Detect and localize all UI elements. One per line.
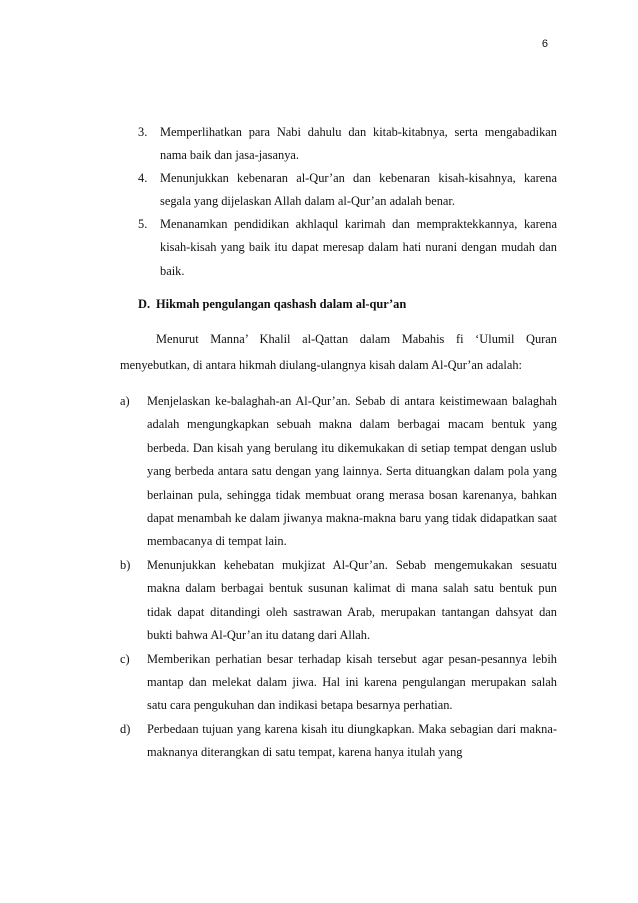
list-marker: d) [120,721,131,736]
numbered-list [120,121,557,283]
section-marker: D. [138,296,151,311]
list-item [120,167,557,213]
list-item [120,554,557,648]
list-marker: 4. [138,171,148,186]
section-title: Hikmah pengulangan qashash dalam al-qur’an [156,296,407,311]
list-marker: 5. [138,217,148,232]
list-marker: a) [120,394,130,409]
list-item [120,648,557,718]
list-item-text: Menunjukkan kebenaran al-Qur’an dan kebenaran kisah-kisahnya, karena segala yang dijelaskan Allah dalam al-Qur’an adalah benar. [160,171,557,209]
list-marker: 3. [138,125,148,139]
list-item [120,718,557,765]
section-heading [120,293,557,316]
list-item [120,121,557,167]
page-number: 6 [541,38,548,50]
list-item [120,390,557,554]
list-marker: b) [120,557,131,572]
list-item-text: Menjelaskan ke-balaghah-an Al-Qur’an. Sebab di antara keistimewaan balaghah adalah mengungkapkan sebuah makna dalam berbagai macam bentuk yang berbeda. Dan kisah yang berulang itu dikemukakan di setiap tempat dengan uslub yang berbeda antara satu dengan yang lainnya. Serta dituangkan dalam pola yang berlainan pula, sehingga tidak membuat orang merasa bosan karenanya, bahkan dapat menambah ke dalam jiwanya makna-makna baru yang tidak didapatkan saat membacanya di tempat lain. [147,394,557,549]
lettered-list [120,390,557,765]
list-item-text: Menunjukkan kehebatan mukjizat Al-Qur’an. Sebab mengemukakan sesuatu makna dalam berbagai bentuk susunan kalimat di mana salah satu bentuk pun tidak dapat ditandingi oleh sastrawan Arab, merupakan tantangan dahsyat dan bukti bahwa Al-Qur’an itu datang dari Allah. [147,557,557,643]
intro-paragraph: Menurut Manna’ Khalil al-Qattan dalam Mabahis fi ‘Ulumil Quran menyebutkan, di antara hikmah diulang-ulangnya kisah dalam Al-Qur’an adalah: [120,331,557,372]
list-item-text: Memberikan perhatian besar terhadap kisah tersebut agar pesan-pesannya lebih mantap dan melekat dalam jiwa. Hal ini karena pengulangan merupakan salah satu cara pengukuhan dan indikasi betapa besarnya perhatian. [147,651,557,713]
list-item-text: Perbedaan tujuan yang karena kisah itu diungkapkan. Maka sebagian dari makna-maknanya diterangkan di satu tempat, karena hanya itulah yang [147,721,557,760]
list-item-text: Menanamkan pendidikan akhlaqul karimah dan mempraktekkannya, karena kisah-kisah yang baik itu dapat meresap dalam hati nurani dengan mudah dan baik. [160,217,557,278]
list-marker: c) [120,651,130,666]
document-body [120,121,557,765]
list-item [120,213,557,282]
list-item-text: Memperlihatkan para Nabi dahulu dan kitab-kitabnya, serta mengabadikan nama baik dan jasa-jasanya. [160,125,557,163]
